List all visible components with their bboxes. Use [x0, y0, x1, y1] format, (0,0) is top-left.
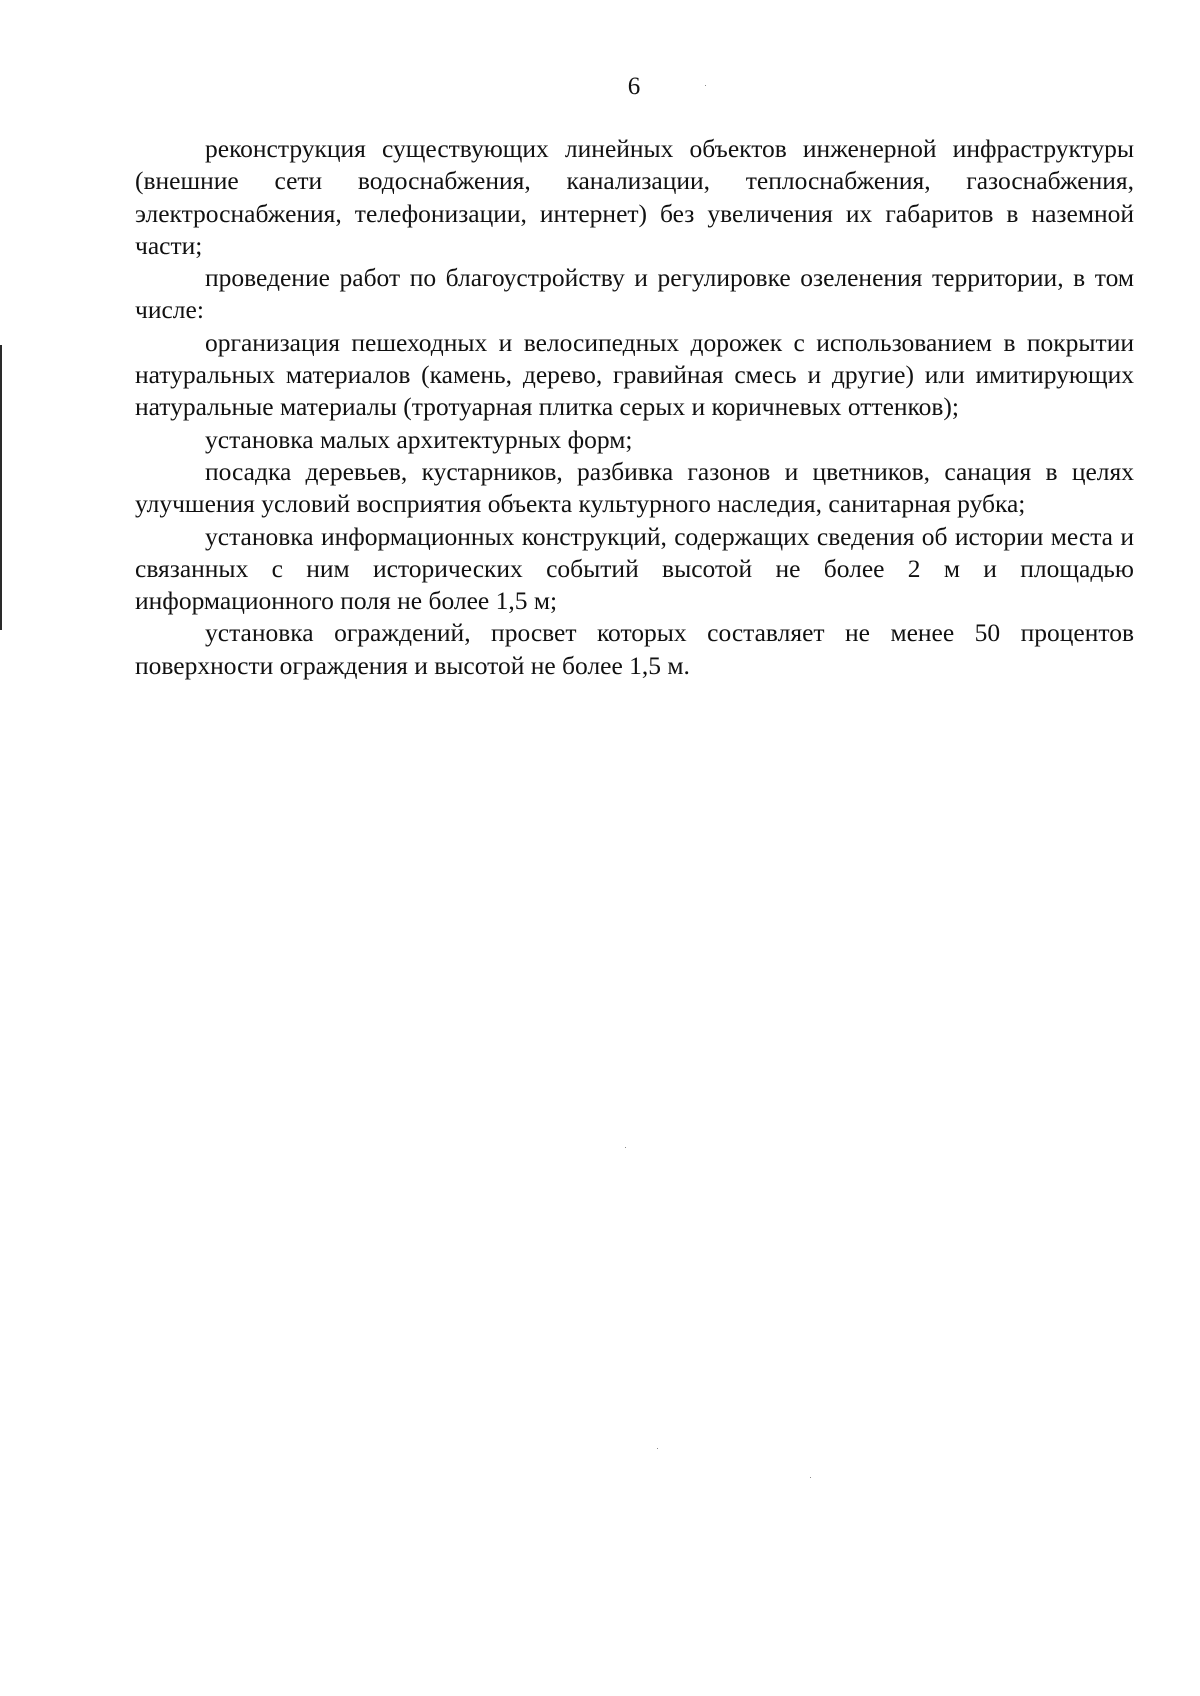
scan-edge-mark — [0, 345, 2, 630]
scan-speck — [625, 1147, 626, 1148]
paragraph-landscaping: проведение работ по благоустройству и регулировке озеленения территории, в том числе: — [135, 263, 1134, 325]
paragraph-info-structures: установка информационных конструкций, содержащих сведения об истории места и связанных с ним исторических событий высотой не более 2 м и площадью информационного поля не более 1,5 м; — [135, 521, 1134, 616]
paragraph-fences: установка ограждений, просвет которых составляет не менее 50 процентов поверхности ограждения и высотой не более 1,5 м. — [135, 618, 1134, 680]
scan-speck — [810, 1477, 811, 1478]
scan-speck — [657, 1448, 658, 1449]
paragraph-planting: посадка деревьев, кустарников, разбивка газонов и цветников, санация в целях улучшения условий восприятия объекта культурного наследия, санитарная рубка; — [135, 456, 1134, 519]
body-text — [135, 133, 1134, 682]
paragraph-paths: организация пешеходных и велосипедных дорожек с использованием в покрытии натуральных материалов (камень, дерево, гравийная смесь и другие) или имитирующих натуральные материалы (тротуарная плитка серых и коричневых оттенков); — [135, 327, 1134, 422]
paragraph-small-forms: установка малых архитектурных форм; — [205, 424, 633, 454]
scan-speck — [705, 85, 706, 86]
page-number: 6 — [627, 73, 641, 100]
paragraph-reconstruction: реконструкция существующих линейных объектов инженерной инфраструктуры (внешние сети водоснабжения, канализации, теплоснабжения, газоснабжения, электроснабжения, телефонизации, интернет) без увеличения их габаритов в наземной части; — [135, 134, 1134, 260]
